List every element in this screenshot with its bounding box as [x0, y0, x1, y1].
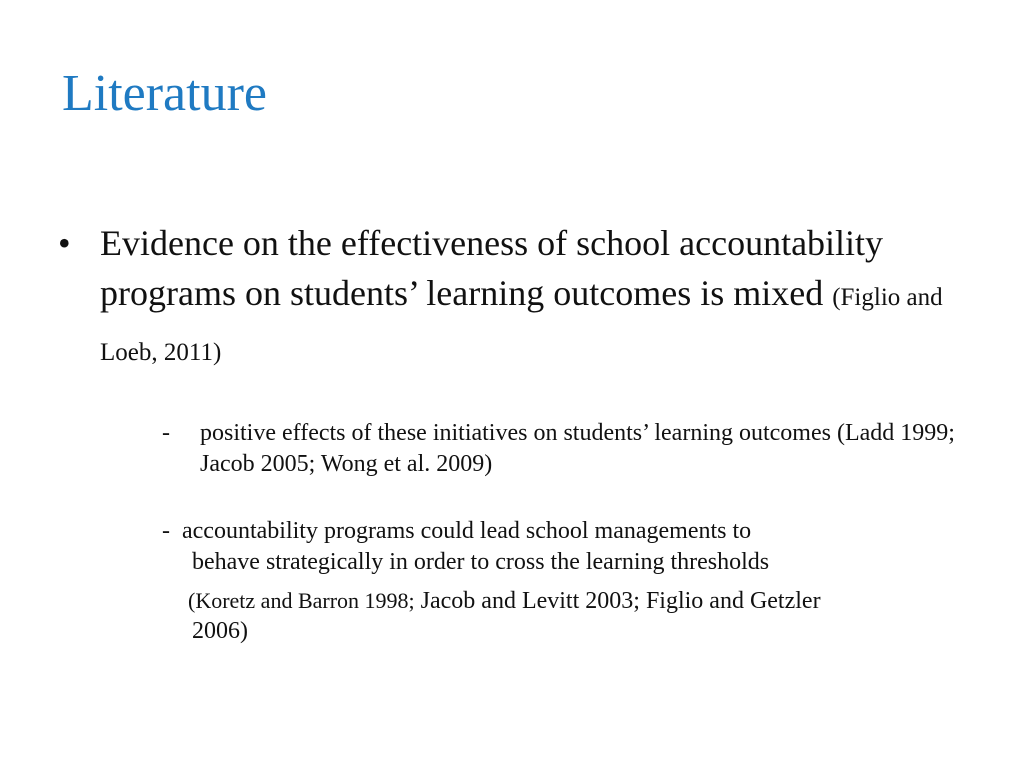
- main-bullet-citation: (Figlio and Loeb, 2011): [100, 284, 943, 366]
- sub-point-text: positive effects of these initiatives on students’ learning outcomes (Ladd 1999; Jacob 2005; Wong et al. 2009): [200, 420, 955, 477]
- sub-point-line-2: behave strategically in order to cross the learning thresholds: [192, 549, 770, 575]
- main-bullet-text: [100, 218, 950, 378]
- sub-point-line-1-text: accountability programs could lead school managements to: [182, 518, 752, 544]
- sub-point-citation: [162, 586, 962, 646]
- sub-point-dash: -: [162, 420, 170, 446]
- sub-point-dash: -: [162, 518, 170, 544]
- main-bullet-statement: Evidence on the effectiveness of school accountability programs on students’ learning outcomes is mixed: [100, 223, 884, 313]
- bullet-symbol: •: [58, 223, 71, 263]
- citation-small-part: (Koretz and Barron 1998;: [188, 588, 415, 613]
- slide-title: Literature: [62, 65, 267, 122]
- citation-rest-part: Jacob and Levitt 2003; Figlio and Getzler: [420, 588, 821, 614]
- sub-point-strategic-behavior: [162, 516, 962, 646]
- sub-point-line-1: [162, 516, 962, 547]
- citation-end-part: 2006): [192, 618, 248, 644]
